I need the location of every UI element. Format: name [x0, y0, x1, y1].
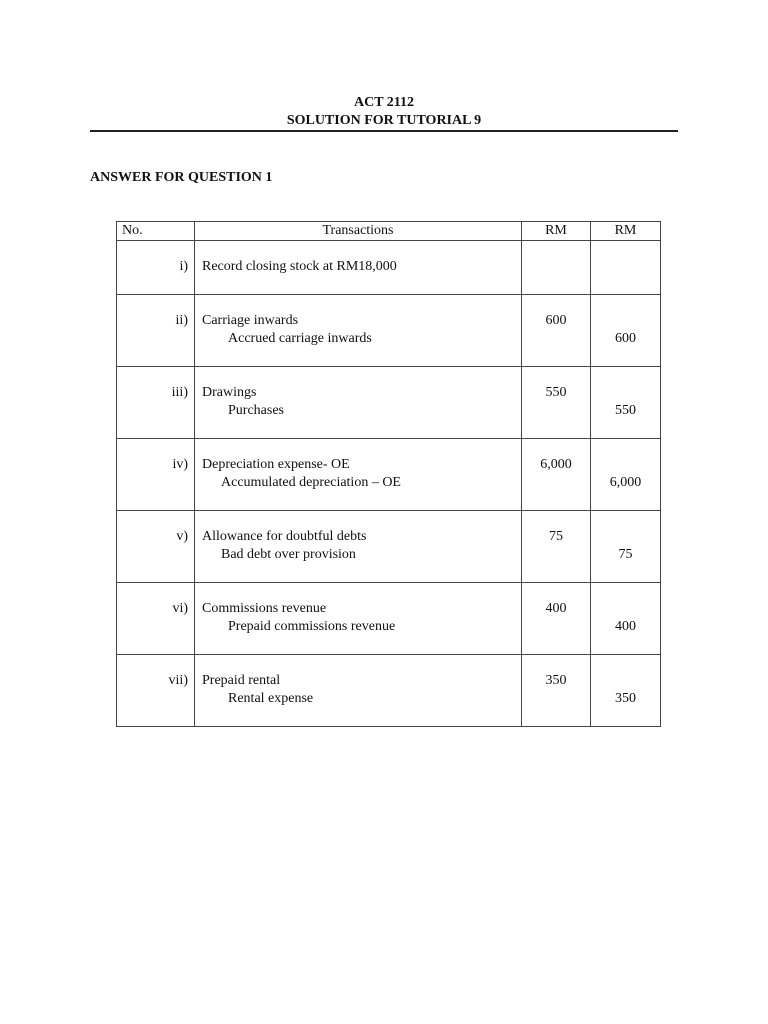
table-row — [117, 241, 661, 295]
row-number: ii) — [175, 313, 188, 328]
credit-cell — [591, 655, 661, 727]
col-header-transactions: Transactions — [195, 222, 522, 241]
credit-account: Accumulated depreciation – OE — [221, 475, 401, 490]
table-row — [117, 295, 661, 367]
col-header-rm-credit: RM — [591, 222, 661, 241]
credit-amount: 75 — [618, 547, 633, 562]
credit-cell — [591, 583, 661, 655]
journal-table — [116, 221, 661, 727]
row-number-cell — [117, 511, 195, 583]
credit-cell — [591, 511, 661, 583]
credit-cell — [591, 241, 661, 295]
credit-account: Prepaid commissions revenue — [228, 619, 396, 634]
row-number: vi) — [172, 601, 188, 616]
row-number: v) — [176, 529, 188, 544]
col-header-rm-debit: RM — [522, 222, 591, 241]
transaction-cell — [195, 367, 522, 439]
credit-cell — [591, 295, 661, 367]
debit-amount: 400 — [545, 601, 567, 616]
debit-amount: 75 — [549, 529, 563, 544]
row-number-cell — [117, 241, 195, 295]
credit-cell — [591, 439, 661, 511]
debit-amount: 6,000 — [540, 457, 572, 472]
debit-cell — [522, 295, 591, 367]
debit-cell — [522, 583, 591, 655]
credit-account: Bad debt over provision — [221, 547, 356, 562]
row-number: iv) — [172, 457, 188, 472]
credit-amount: 6,000 — [609, 475, 642, 490]
table-row — [117, 367, 661, 439]
debit-account: Record closing stock at RM18,000 — [202, 259, 397, 274]
debit-cell — [522, 241, 591, 295]
debit-account: Depreciation expense- OE — [202, 457, 350, 472]
transaction-cell — [195, 583, 522, 655]
row-number-cell — [117, 655, 195, 727]
debit-account: Allowance for doubtful debts — [202, 529, 367, 544]
table-row — [117, 511, 661, 583]
transaction-cell — [195, 655, 522, 727]
credit-cell — [591, 367, 661, 439]
table-header-row — [117, 222, 661, 241]
debit-account: Drawings — [202, 385, 257, 400]
credit-amount: 600 — [615, 331, 636, 346]
debit-account: Prepaid rental — [202, 673, 281, 688]
row-number-cell — [117, 367, 195, 439]
credit-amount: 400 — [615, 619, 636, 634]
row-number: vii) — [168, 673, 188, 688]
credit-account: Purchases — [228, 403, 284, 418]
transaction-cell — [195, 295, 522, 367]
col-header-no: No. — [117, 222, 195, 241]
transaction-cell — [195, 511, 522, 583]
title-divider — [90, 130, 678, 132]
credit-account: Accrued carriage inwards — [228, 331, 372, 346]
question-heading: ANSWER FOR QUESTION 1 — [90, 170, 273, 185]
credit-amount: 350 — [615, 691, 636, 706]
course-code: ACT 2112 — [353, 95, 415, 110]
credit-amount: 550 — [615, 403, 636, 418]
transaction-cell — [195, 439, 522, 511]
credit-account: Rental expense — [228, 691, 314, 706]
debit-amount: 550 — [545, 385, 567, 400]
debit-cell — [522, 655, 591, 727]
debit-cell — [522, 367, 591, 439]
transaction-cell — [195, 241, 522, 295]
table-row — [117, 655, 661, 727]
row-number-cell — [117, 583, 195, 655]
table-row — [117, 439, 661, 511]
debit-amount: 350 — [545, 673, 567, 688]
debit-account: Commissions revenue — [202, 601, 327, 616]
row-number-cell — [117, 439, 195, 511]
debit-cell — [522, 439, 591, 511]
debit-amount: 600 — [545, 313, 567, 328]
row-number: i) — [179, 259, 188, 274]
debit-cell — [522, 511, 591, 583]
document-title: SOLUTION FOR TUTORIAL 9 — [286, 113, 482, 128]
table-row — [117, 583, 661, 655]
row-number-cell — [117, 295, 195, 367]
row-number: iii) — [171, 385, 188, 400]
debit-account: Carriage inwards — [202, 313, 299, 328]
